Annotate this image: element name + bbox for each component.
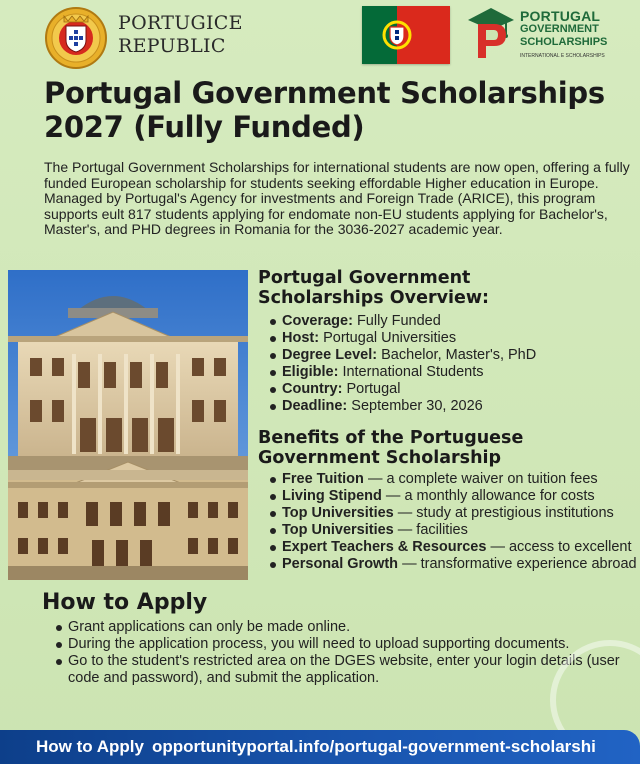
portugal-flag-icon [362,6,450,64]
page-title [44,76,634,144]
overview-item-value: International Students [342,364,484,380]
coat-of-arms-icon [44,6,108,70]
benefits-list [262,471,638,573]
overview-item-label: Country: [282,381,343,397]
apply-step: Grant applications can only be made online. [48,619,628,636]
overview-item-label: Host: [282,330,320,346]
republic-label [118,12,243,58]
banner-label: How to Apply [36,737,144,756]
benefit-item [262,505,638,522]
university-building-image [8,270,248,580]
overview-item [262,347,632,364]
overview-item [262,330,632,347]
overview-item-label: Coverage: [282,313,353,329]
benefits-heading [258,428,628,468]
apply-banner [0,730,640,764]
overview-item-value: September 30, 2026 [351,398,483,414]
benefit-item-value: — facilities [397,522,468,538]
benefit-item-label: Free Tuition [282,471,364,487]
banner-link[interactable]: opportunityportal.info/portugal-government-scholarshi [151,737,596,756]
overview-item-value: Portugal Universities [323,330,457,346]
benefit-item-value: — a monthly allowance for costs [385,488,595,504]
benefit-item-label: Expert Teachers & Resources [282,539,487,555]
how-to-apply-list [48,619,628,687]
benefit-item-value: — access to excellent [490,539,632,555]
benefit-item [262,539,638,556]
overview-item-value: Fully Funded [356,313,441,329]
benefits-heading-line2: Government Scholarship [258,448,502,468]
apply-step: During the application process, you will need to upload supporting documents. [48,636,628,653]
benefit-item-value: — a complete waiver on tuition fees [367,471,598,487]
overview-item-value: Bachelor, Master's, PhD [381,347,537,363]
overview-item-label: Deadline: [282,398,348,414]
overview-item [262,313,632,330]
benefit-item [262,522,638,539]
logo-line2: GOVERNMENT [520,23,599,35]
pgs-logo-icon [466,6,516,60]
benefit-item-label: Top Universities [282,522,394,538]
overview-item [262,398,632,415]
logo-line4: INTERNATIONAL E SCHOLARSHIPS [520,53,605,59]
benefit-item-value: — transformative experience abroad [402,556,637,572]
overview-item [262,381,632,398]
pgs-logo-text [520,10,638,60]
benefit-item [262,488,638,505]
overview-item-label: Degree Level: [282,347,378,363]
banner-text [36,736,596,758]
how-to-apply-heading: How to Apply [42,590,208,615]
benefit-item-value: — study at prestigious institutions [397,505,614,521]
logo-line3: SCHOLARSHIPS [520,36,608,48]
benefit-item-label: Personal Growth [282,556,399,572]
republic-line2: REPUBLIC [118,35,226,57]
overview-list [262,313,632,415]
benefit-item [262,471,638,488]
overview-heading-line1: Portugal Government [258,268,471,288]
benefits-heading-line1: Benefits of the Portuguese [258,428,524,448]
intro-paragraph: The Portugal Government Scholarships for international students are now open, offering a fully funded European scholarship for students seeking effordable Higher education in Europe. Managed by Portugal's Agency for investments and Foreign Trade (ARICE), this program supports eult 817 students applying for endomate non-EU students applying for Bachelor's, Master's, and PHD degrees in Romania for the 3036-2027 academic year. [44,159,630,237]
overview-item-value: Portugal [346,381,401,397]
benefit-item-label: Top Universities [282,505,394,521]
overview-item [262,364,632,381]
apply-step: Go to the student's restricted area on the DGES website, enter your login details (user code and password), and submit the application. [48,653,628,687]
overview-heading [258,268,628,308]
republic-line1: PORTUGICE [118,12,243,34]
title-line2: 2027 (Fully Funded) [44,110,365,144]
logo-line1: PORTUGAL [520,8,601,24]
overview-item-label: Eligible: [282,364,339,380]
title-line1: Portugal Government Scholarships [44,76,605,110]
overview-heading-line2: Scholarships Overview: [258,288,490,308]
benefit-item [262,556,638,573]
benefit-item-label: Living Stipend [282,488,382,504]
